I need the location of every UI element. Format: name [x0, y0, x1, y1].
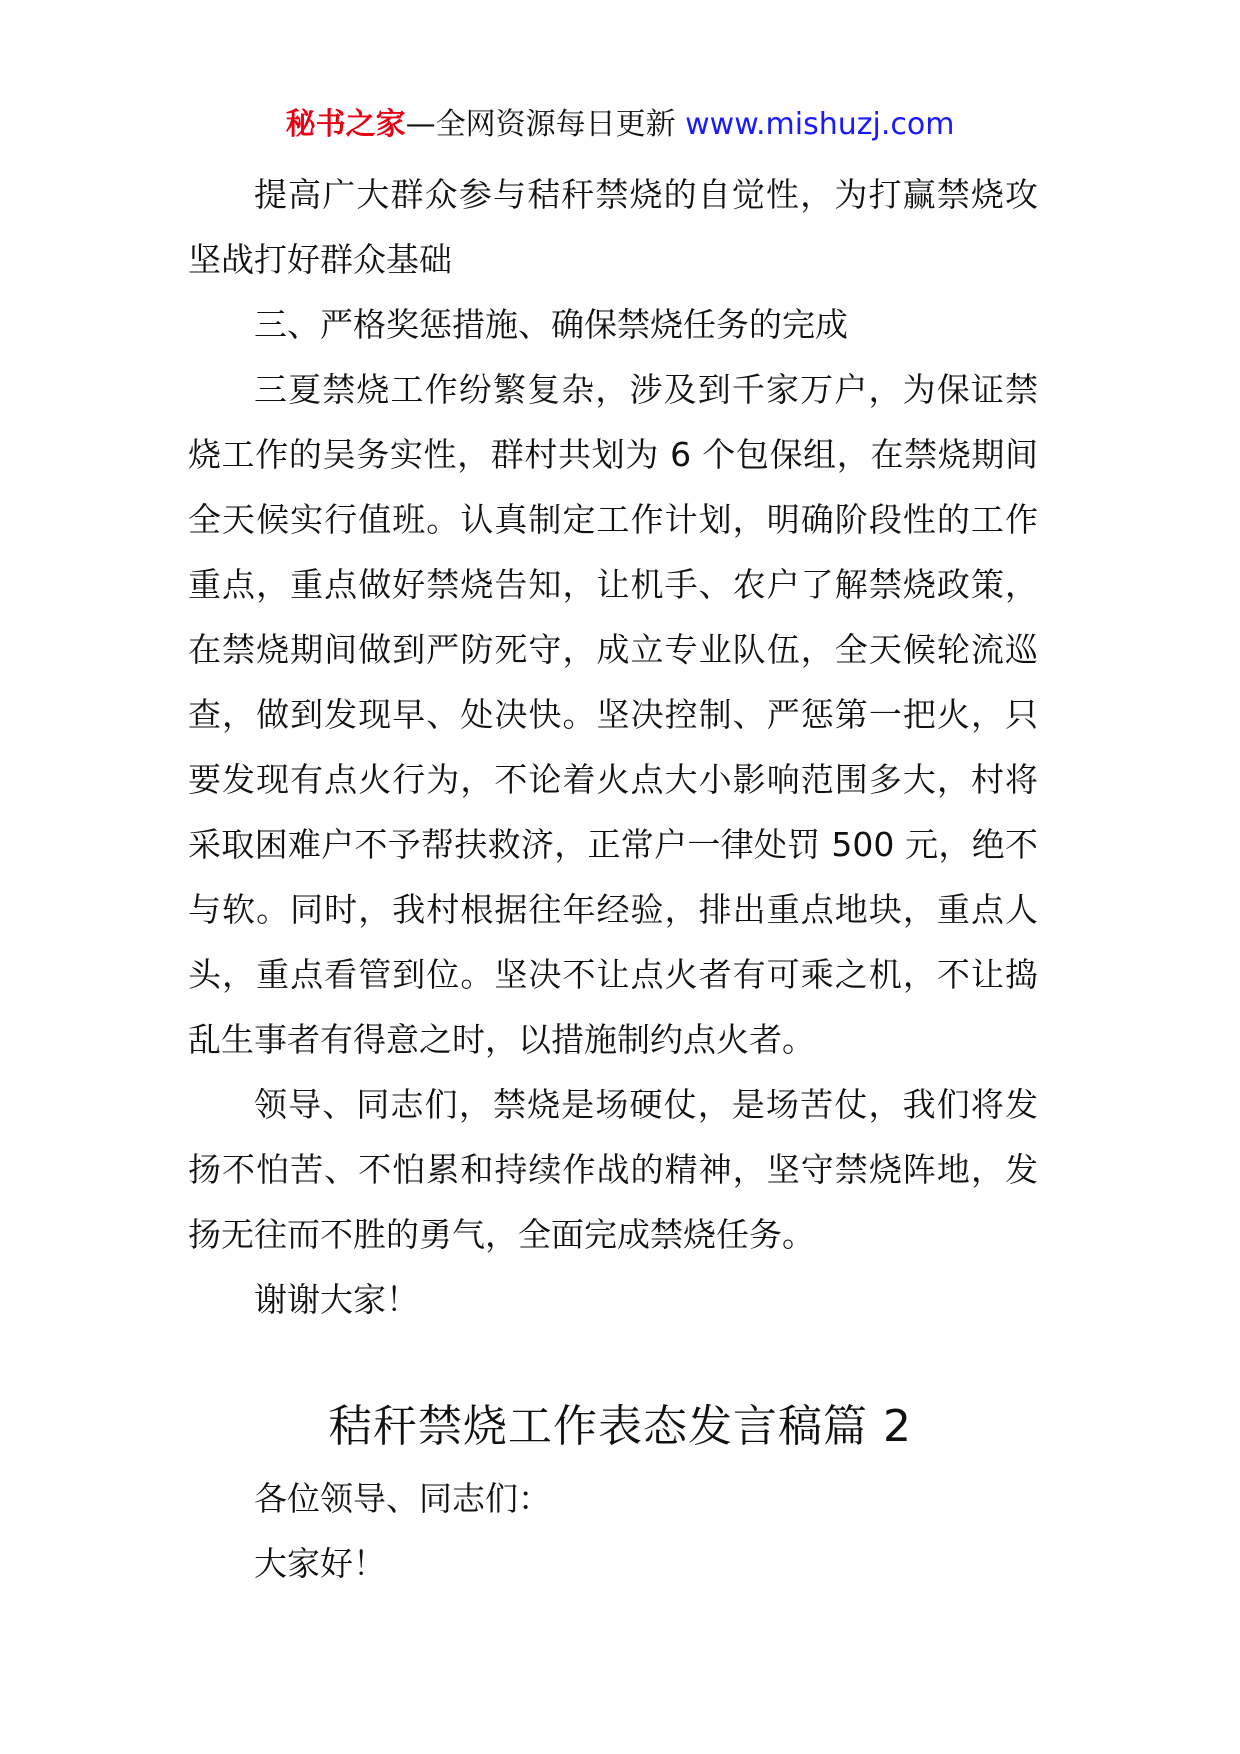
- section-heading: 三、严格奖惩措施、确保禁烧任务的完成: [254, 305, 848, 344]
- document-title: 秸秆禁烧工作表态发言稿篇 2: [328, 1401, 912, 1452]
- paragraph: 领导、同志们，禁烧是场硬仗，是场苦仗，我们将发扬不怕苦、不怕累和持续作战的精神，坚守禁烧阵地，发扬无往而不胜的勇气，全面完成禁烧任务。: [188, 1085, 1038, 1254]
- hello-line: 大家好！: [254, 1544, 386, 1583]
- site-brand: 秘书之家: [285, 107, 406, 142]
- paragraph: 三夏禁烧工作纷繁复杂，涉及到千家万户，为保证禁烧工作的吴务实性，群村共划为 6 个包保组，在禁烧期间全天候实行值班。认真制定工作计划，明确阶段性的工作重点，重点做好禁烧告知，让机手、农户了解禁烧政策，在禁烧期间做到严防死守，成立专业队伍，全天候轮流巡查，做到发现早、处决快。坚决控制、严惩第一把火，只要发现有点火行为，不论着火点大小影响范围多大，村将采取困难户不予帮扶救济，正常户一律处罚 500 元，绝不与软。同时，我村根据往年经验，排出重点地块，重点人头，重点看管到位。坚决不让点火者有可乘之机，不让捣乱生事者有得意之时，以措施制约点火者。: [188, 370, 1038, 1059]
- paragraph: 提高广大群众参与秸秆禁烧的自觉性，为打赢禁烧攻坚战打好群众基础: [188, 175, 1038, 279]
- site-tagline: —全网资源每日更新: [405, 107, 676, 142]
- section2-body: [188, 1466, 1038, 1596]
- document-body: [188, 162, 1038, 1332]
- site-url-link[interactable]: www.mishuzj.com: [685, 107, 955, 142]
- paragraph: 谢谢大家！: [254, 1280, 419, 1319]
- site-header: [0, 100, 1240, 150]
- greeting-line: 各位领导、同志们：: [254, 1479, 551, 1518]
